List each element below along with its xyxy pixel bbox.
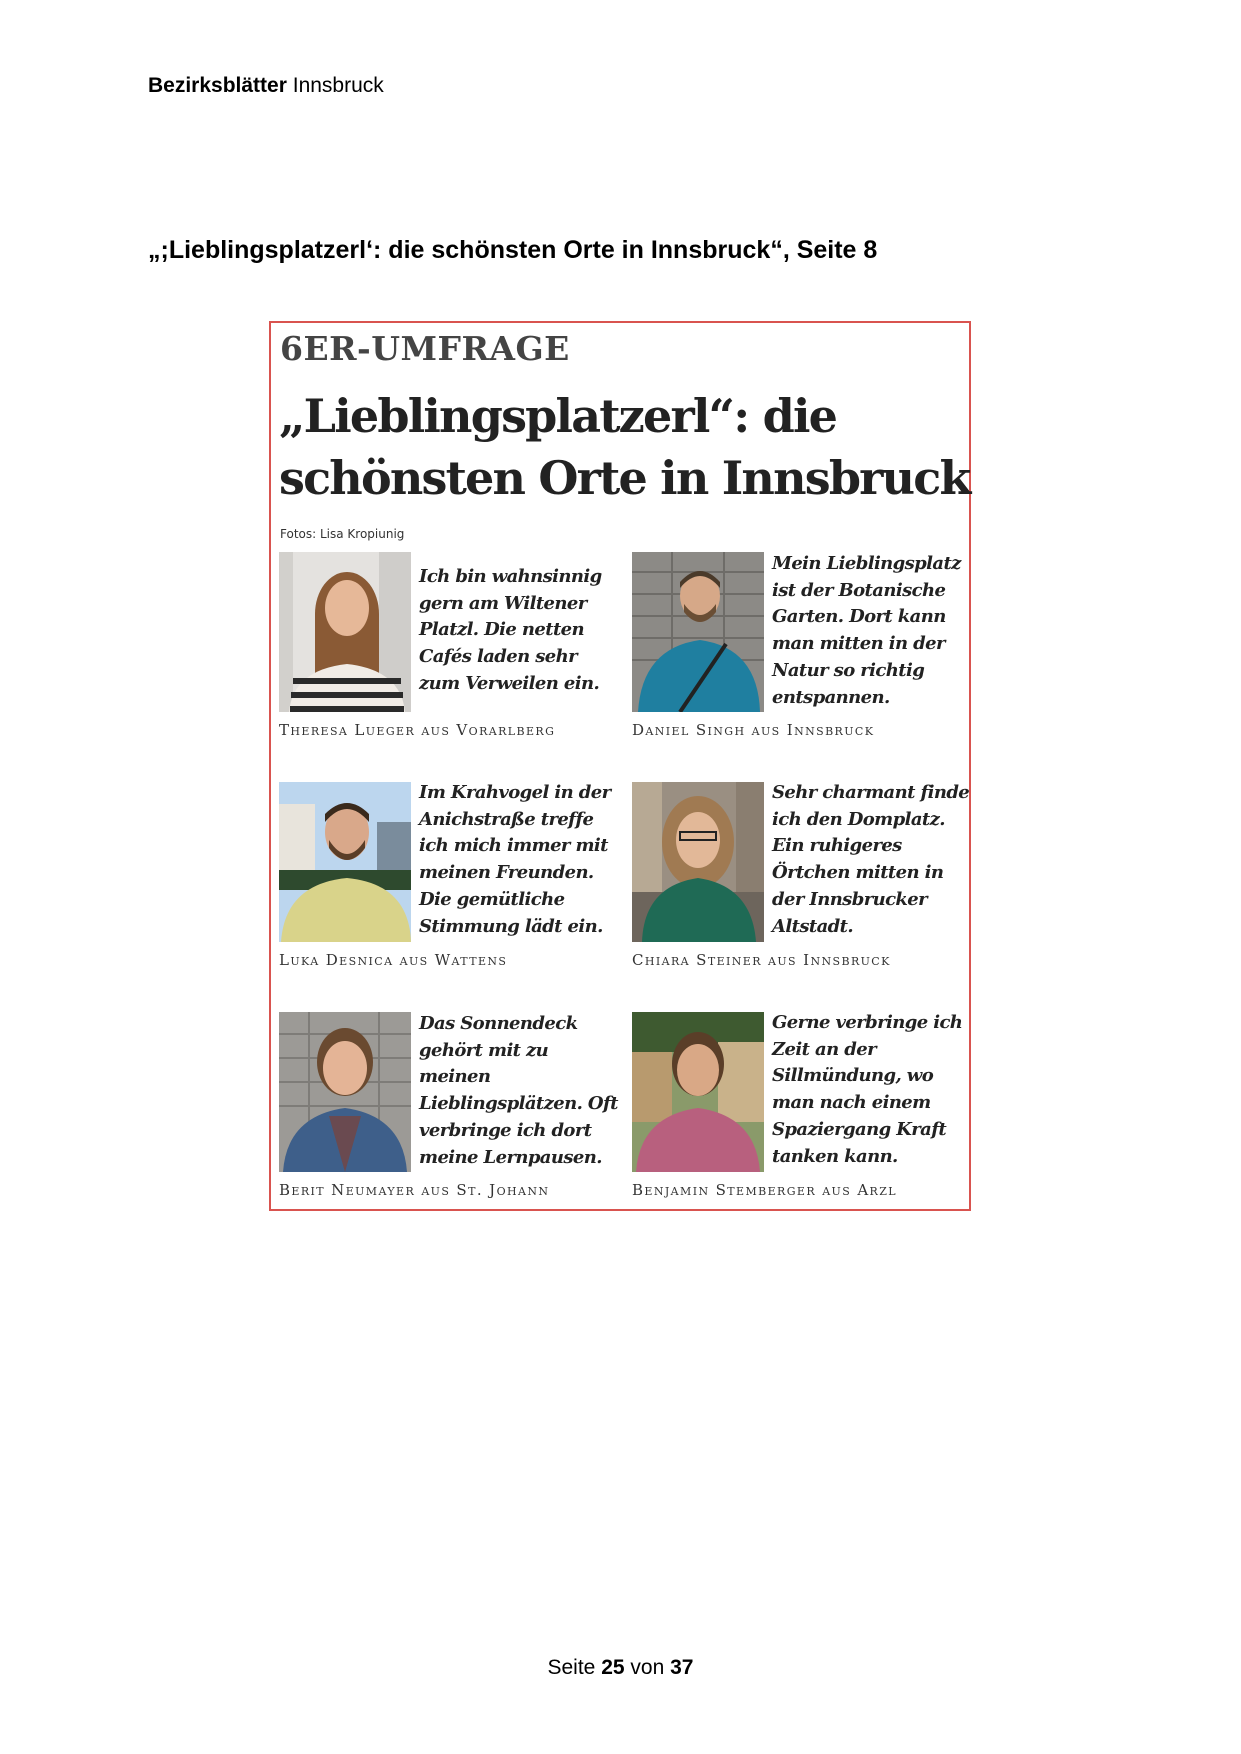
survey-entry [279,782,619,982]
portrait-photo [632,782,764,942]
headline-line-1: „Lieblingsplatzerl“: die [279,389,837,443]
portrait-photo [279,782,411,942]
photo-credit: Fotos: Lisa Kropiunig [280,527,405,541]
headline-line-2: schönsten Orte in Innsbruck [279,451,970,505]
portrait-photo [279,1012,411,1172]
publication-region: Innsbruck [292,74,384,97]
portrait-photo [279,552,411,712]
survey-entry [632,782,972,982]
survey-entry [279,1012,619,1212]
page-number [0,1656,1241,1680]
publication-name: Bezirksblätter [148,74,287,97]
survey-entry [632,1012,972,1212]
portrait-photo [632,1012,764,1172]
clipping-headline [279,385,970,509]
entry-quote: Mein Lieblingsplatz ist der Botanische Garten. Dort kann man mitten in der Natur so richtig entspannen. [772,553,961,708]
entry-name: Daniel Singh aus Innsbruck [632,721,875,739]
page-current: 25 [601,1656,625,1679]
entry-quote: Ich bin wahnsinnig gern am Wiltener Platzl. Die netten Cafés laden sehr zum Verweilen ein. [419,566,602,694]
entry-quote: Gerne verbringe ich Zeit an der Sillmündung, wo man nach einem Spaziergang Kraft tanken kann. [772,1012,963,1167]
entry-name: Chiara Steiner aus Innsbruck [632,951,891,969]
entry-name: Benjamin Stemberger aus Arzl [632,1181,897,1199]
page-number-separator: von [630,1656,665,1679]
page-header [148,74,384,98]
entry-name: Theresa Lueger aus Vorarlberg [279,721,556,739]
entry-quote: Im Krahvogel in der Anichstraße treffe ich mich immer mit meinen Freunden. Die gemütliche Stimmung lädt ein. [419,782,611,937]
clipping-kicker: 6ER-UMFRAGE [280,329,570,368]
survey-entry [632,552,972,752]
portrait-photo [632,552,764,712]
entry-name: Berit Neumayer aus St. Johann [279,1181,550,1199]
entry-quote: Das Sonnendeck gehört mit zu meinen Lieblingsplätzen. Oft verbringe ich dort meine Lernpausen. [419,1013,618,1168]
entry-quote: Sehr charmant finde ich den Domplatz. Ein ruhigeres Örtchen mitten in der Innsbrucker Altstadt. [772,782,970,937]
survey-entry [279,552,619,752]
page-total: 37 [670,1656,694,1679]
newspaper-clipping [269,321,971,1211]
article-reference-title: „;Lieblingsplatzerl‘: die schönsten Orte in Innsbruck“, Seite 8 [148,236,878,264]
page-number-prefix: Seite [547,1656,596,1679]
entry-name: Luka Desnica aus Wattens [279,951,508,969]
